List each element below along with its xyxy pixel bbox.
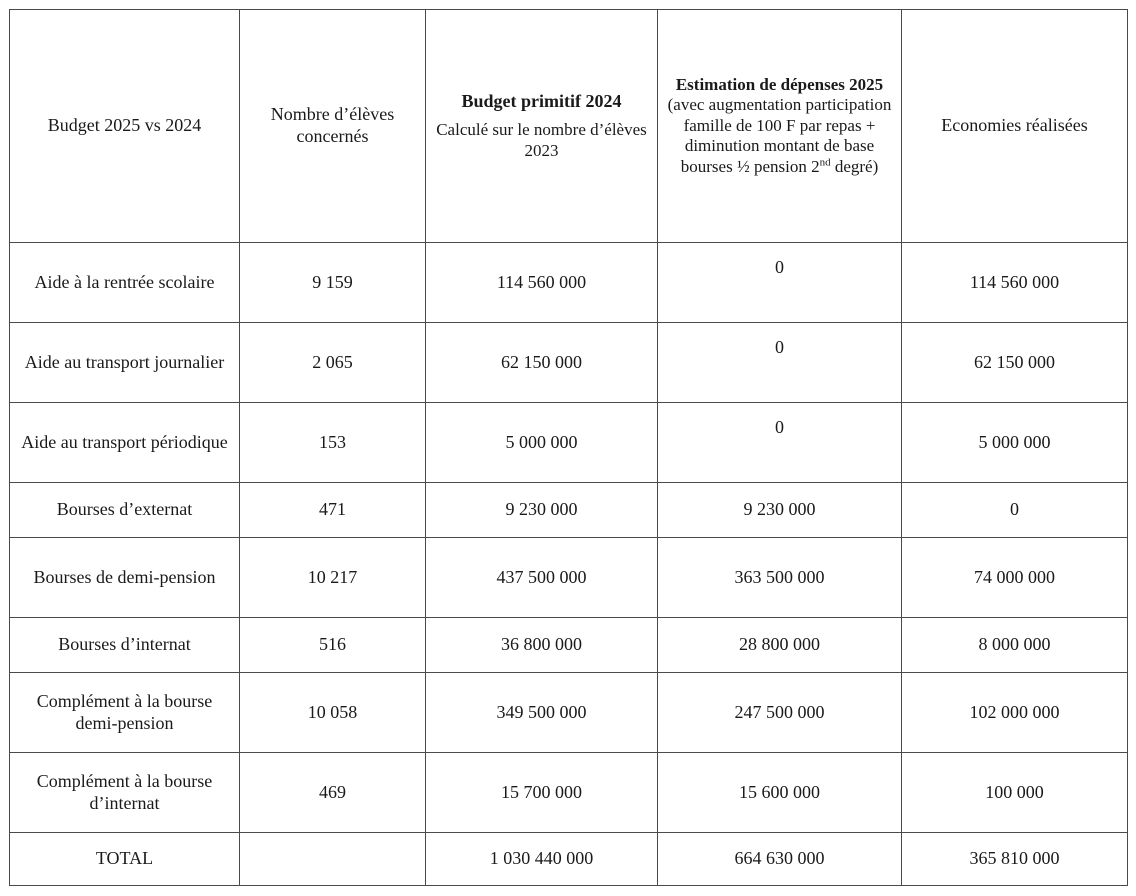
budget-table	[9, 9, 1128, 886]
total-estimation-2025: 664 630 000	[658, 833, 902, 886]
row-economies: 114 560 000	[902, 243, 1128, 323]
header-row	[10, 10, 1128, 243]
row-eleves: 516	[240, 618, 426, 673]
row-budget-2024: 62 150 000	[426, 323, 658, 403]
table-row	[10, 483, 1128, 538]
total-row	[10, 833, 1128, 886]
row-estimation-2025: 247 500 000	[658, 673, 902, 753]
row-budget-2024: 15 700 000	[426, 753, 658, 833]
table-row	[10, 538, 1128, 618]
header-estimation-note: (avec augmentation participation famille de 100 F par repas + diminution montant de base bourses ½ pension 2	[667, 95, 892, 176]
table-row	[10, 323, 1128, 403]
row-economies: 5 000 000	[902, 403, 1128, 483]
header-economies: Economies réalisées	[902, 10, 1128, 243]
row-label: Bourses d’externat	[10, 483, 240, 538]
row-budget-2024: 5 000 000	[426, 403, 658, 483]
total-eleves	[240, 833, 426, 886]
header-budget-primitif-title: Budget primitif 2024	[461, 90, 622, 111]
row-eleves: 10 058	[240, 673, 426, 753]
row-economies: 102 000 000	[902, 673, 1128, 753]
row-eleves: 2 065	[240, 323, 426, 403]
row-estimation-2025: 0	[658, 323, 902, 403]
row-estimation-2025: 28 800 000	[658, 618, 902, 673]
row-economies: 62 150 000	[902, 323, 1128, 403]
row-label: Complément à la bourse demi-pension	[10, 673, 240, 753]
row-budget-2024: 36 800 000	[426, 618, 658, 673]
header-budget-compare: Budget 2025 vs 2024	[10, 10, 240, 243]
row-estimation-2025: 15 600 000	[658, 753, 902, 833]
total-budget-2024: 1 030 440 000	[426, 833, 658, 886]
total-economies: 365 810 000	[902, 833, 1128, 886]
row-eleves: 9 159	[240, 243, 426, 323]
row-budget-2024: 349 500 000	[426, 673, 658, 753]
row-estimation-2025: 0	[658, 243, 902, 323]
header-budget-primitif-note: Calculé sur le nombre d’élèves 2023	[436, 120, 647, 160]
table-row	[10, 243, 1128, 323]
row-estimation-2025: 0	[658, 403, 902, 483]
row-economies: 74 000 000	[902, 538, 1128, 618]
row-budget-2024: 114 560 000	[426, 243, 658, 323]
row-label: Bourses d’internat	[10, 618, 240, 673]
row-eleves: 153	[240, 403, 426, 483]
table-row	[10, 753, 1128, 833]
header-estimation-2025	[658, 10, 902, 243]
header-nombre-eleves: Nombre d’élèves concernés	[240, 10, 426, 243]
row-economies: 0	[902, 483, 1128, 538]
row-label: Bourses de demi-pension	[10, 538, 240, 618]
row-budget-2024: 9 230 000	[426, 483, 658, 538]
row-budget-2024: 437 500 000	[426, 538, 658, 618]
row-label: Complément à la bourse d’internat	[10, 753, 240, 833]
table-row	[10, 403, 1128, 483]
row-estimation-2025: 9 230 000	[658, 483, 902, 538]
table-row	[10, 618, 1128, 673]
row-eleves: 471	[240, 483, 426, 538]
total-label: TOTAL	[10, 833, 240, 886]
row-label: Aide au transport périodique	[10, 403, 240, 483]
row-estimation-2025: 363 500 000	[658, 538, 902, 618]
header-estimation-note-end: degré)	[830, 156, 879, 176]
row-eleves: 469	[240, 753, 426, 833]
header-estimation-title: Estimation de dépenses 2025	[675, 75, 884, 95]
row-label: Aide à la rentrée scolaire	[10, 243, 240, 323]
table-row	[10, 673, 1128, 753]
row-economies: 100 000	[902, 753, 1128, 833]
header-estimation-sup: nd	[819, 155, 831, 168]
row-label: Aide au transport journalier	[10, 323, 240, 403]
row-economies: 8 000 000	[902, 618, 1128, 673]
row-eleves: 10 217	[240, 538, 426, 618]
header-budget-primitif-2024	[426, 10, 658, 243]
